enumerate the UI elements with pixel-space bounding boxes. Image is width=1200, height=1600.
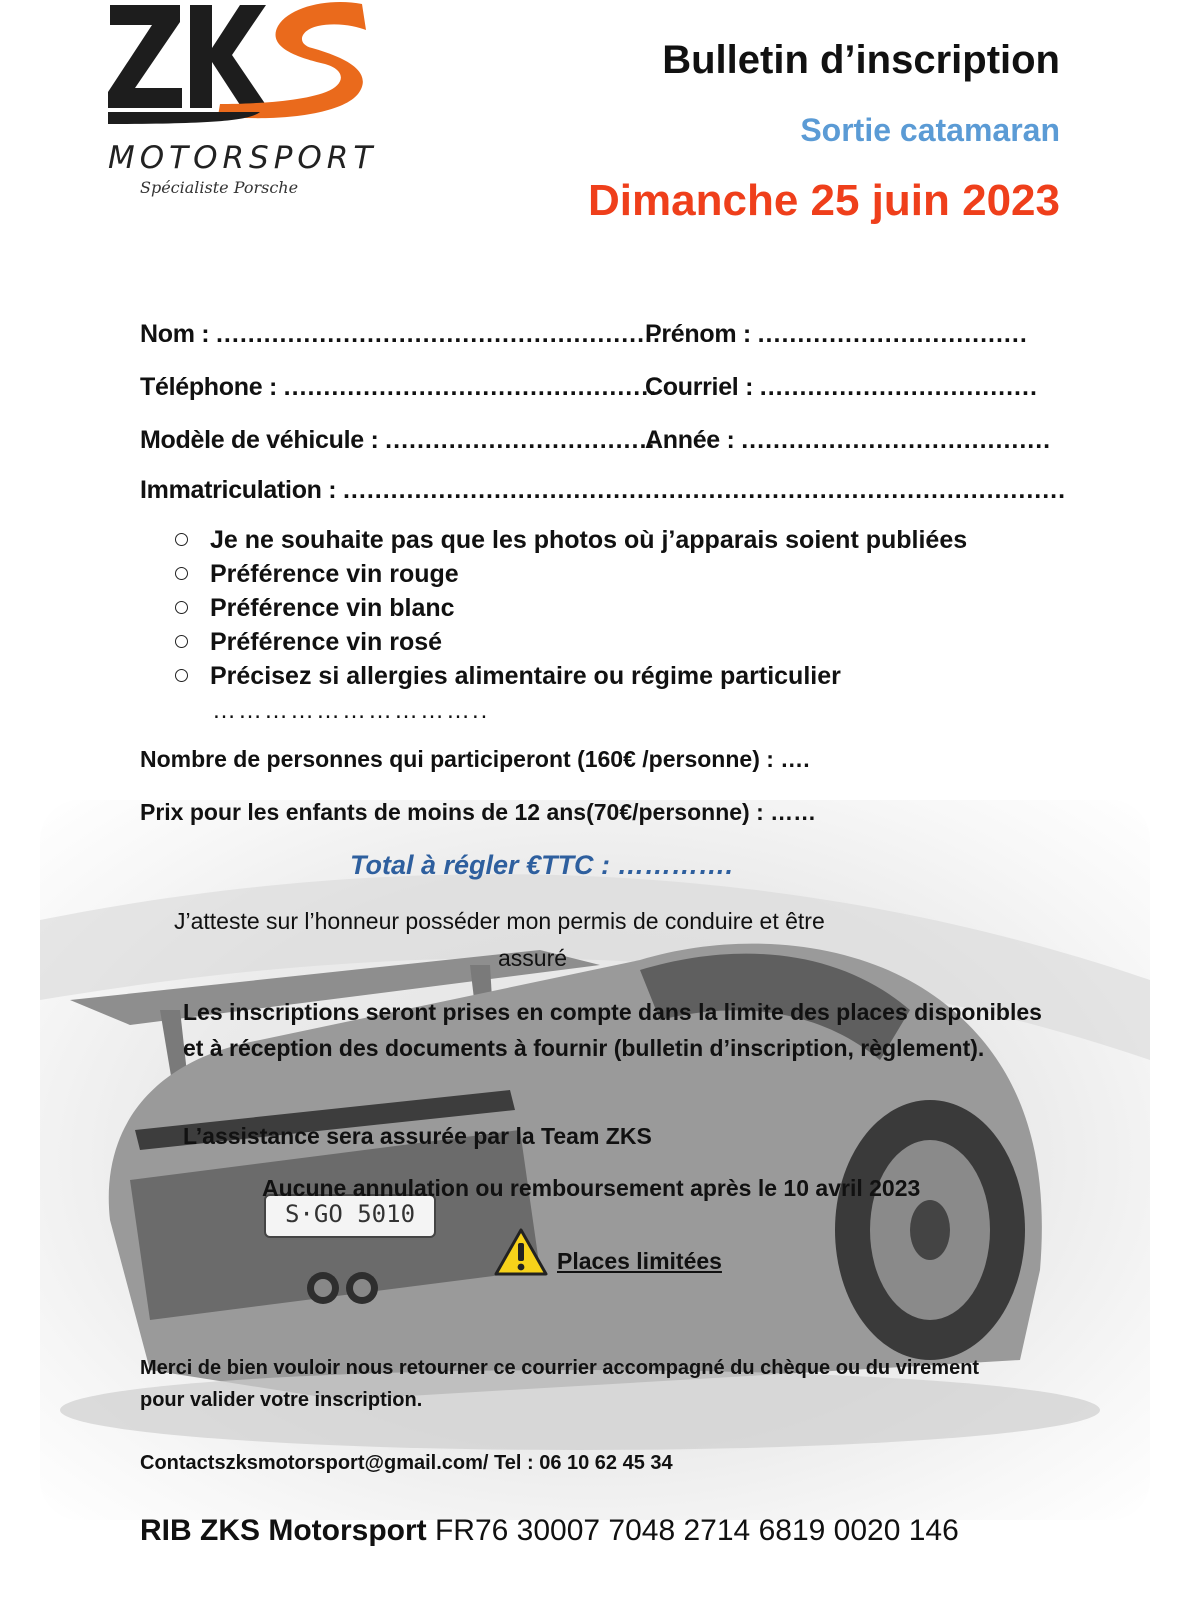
contact-line[interactable]: Contactszksmotorsport@gmail.com/ Tel : 06 10 62 45 34 [140,1452,673,1474]
radio-circle-icon[interactable] [175,601,188,614]
return-instructions: Merci de bien vouloir nous retourner ce courrier accompagné du chèque ou du virement pour valider votre inscription. [140,1357,980,1411]
persons-count-line[interactable]: Nombre de personnes qui participeront (160€ /personne) : …. [140,746,810,772]
children-price-line[interactable]: Prix pour les enfants de moins de 12 ans(70€/personne) : …… [140,799,817,825]
field-modele[interactable] [140,426,655,455]
field-prenom-label: Prénom : [645,320,751,348]
field-telephone-label: Téléphone : [140,373,277,401]
field-courriel[interactable] [645,373,1038,402]
field-prenom-dots[interactable]: .................................. [757,320,1028,348]
limited-places [493,1225,722,1277]
option-vin-rouge[interactable] [175,560,459,589]
option-no-photos[interactable] [175,526,967,555]
logo-tagline: Spécialiste Porsche [140,178,299,197]
option-allergies[interactable] [175,662,841,691]
inscriptions-notice: Les inscriptions seront prises en compte dans la limite des places disponibles et à réception des documents à fournir (bulletin d’inscription, règlement). [183,999,1042,1061]
limited-places-label: Places limitées [557,1248,722,1274]
field-nom[interactable] [140,320,661,349]
field-courriel-label: Courriel : [645,373,754,401]
field-nom-label: Nom : [140,320,210,348]
radio-circle-icon[interactable] [175,533,188,546]
radio-circle-icon[interactable] [175,635,188,648]
assistance-notice: L’assistance sera assurée par la Team ZKS [183,1123,652,1149]
option-vin-blanc[interactable] [175,594,455,623]
field-annee-label: Année : [645,426,735,454]
event-date: Dimanche 25 juin 2023 [588,176,1060,225]
zks-logo-mark [100,0,380,140]
zks-logo [100,0,380,205]
field-courriel-dots[interactable]: ................................... [759,373,1038,401]
option-label: Préférence vin rouge [210,560,459,588]
page-title: Bulletin d’inscription [662,38,1060,82]
field-nom-dots[interactable]: ........................................................ [215,320,661,348]
allergies-input-dots[interactable]: ………………………….. [212,697,490,724]
option-label: Précisez si allergies alimentaire ou régime particulier [210,662,841,690]
field-modele-dots[interactable]: .................................. [385,426,656,454]
field-annee-dots[interactable]: ....................................... [741,426,1052,454]
option-label: Préférence vin blanc [210,594,455,622]
field-immatriculation[interactable] [140,476,1066,505]
event-subtitle: Sortie catamaran [800,112,1060,148]
field-immatriculation-label: Immatriculation : [140,476,337,504]
radio-circle-icon[interactable] [175,669,188,682]
attestation-line-2: assuré [498,945,568,971]
field-telephone-dots[interactable]: ............................................... [283,373,658,401]
warning-icon [493,1227,549,1277]
rib-value: FR76 30007 7048 2714 6819 0020 146 [426,1514,959,1547]
option-vin-rose[interactable] [175,628,442,657]
license-plate: S·GO 5010 [284,1200,416,1228]
option-label: Préférence vin rosé [210,628,443,656]
field-modele-label: Modèle de véhicule : [140,426,379,454]
total-to-pay[interactable]: Total à régler €TTC : …………. [350,850,734,880]
logo-motorsport-text: MOTORSPORT [108,140,378,176]
option-label: Je ne souhaite pas que les photos où j’apparais soient publiées [210,526,968,554]
cancellation-notice: Aucune annulation ou remboursement après le 10 avril 2023 [262,1175,921,1201]
field-telephone[interactable] [140,373,657,402]
rib-line [140,1514,959,1548]
field-immatriculation-dots[interactable]: ........................................................................................... [342,476,1067,504]
field-prenom[interactable] [645,320,1028,349]
radio-circle-icon[interactable] [175,567,188,580]
field-annee[interactable] [645,426,1051,455]
rib-label: RIB ZKS Motorsport [140,1514,427,1547]
attestation-line-1: J’atteste sur l’honneur posséder mon permis de conduire et être [174,908,825,934]
